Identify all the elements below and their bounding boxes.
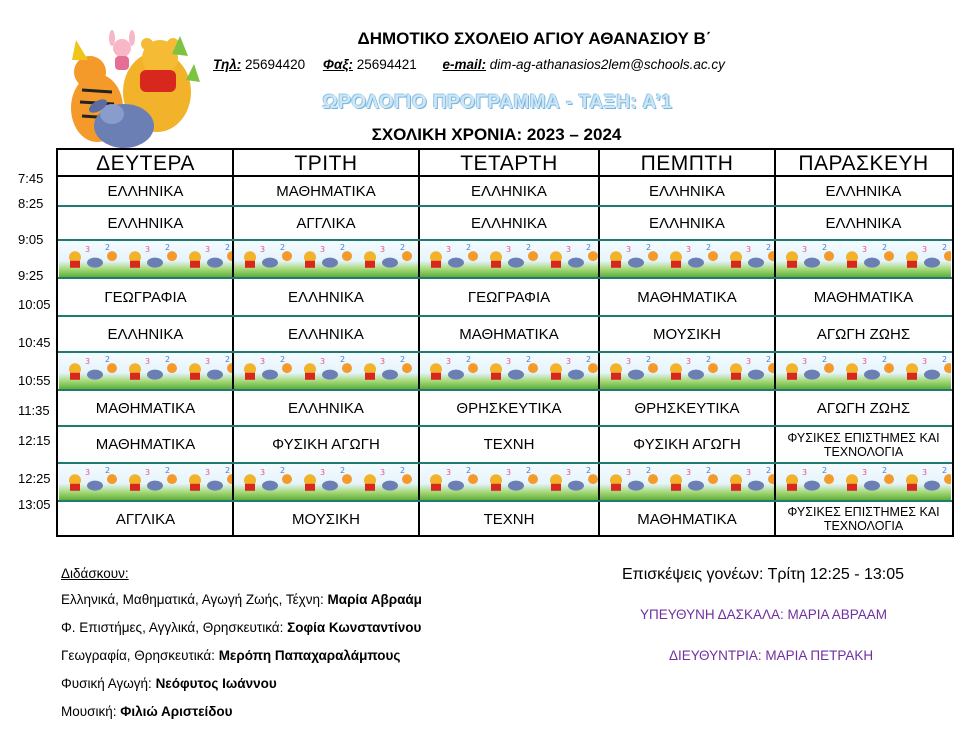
subject-cell: ΑΓΓΛΙΚΑ xyxy=(115,510,176,528)
time-label: 13:05 xyxy=(18,497,51,512)
svg-text:3: 3 xyxy=(686,356,692,366)
svg-text:2: 2 xyxy=(400,243,406,252)
svg-text:2: 2 xyxy=(882,243,888,252)
break-banner xyxy=(600,353,774,389)
email-address[interactable]: dim-ag-athanasios2lem@schools.ac.cy xyxy=(486,57,725,72)
svg-text:3: 3 xyxy=(320,244,326,254)
svg-text:2: 2 xyxy=(466,243,472,252)
svg-text:3: 3 xyxy=(746,244,752,254)
svg-text:3: 3 xyxy=(506,356,512,366)
phone-number: 25694420 xyxy=(245,57,306,72)
subject-cell: ΤΕΧΝΗ xyxy=(483,436,535,453)
svg-text:3: 3 xyxy=(862,467,868,477)
teacher-subjects: Ελληνικά, Μαθηματικά, Αγωγή Ζωής, Τέχνη: xyxy=(61,592,328,607)
svg-text:2: 2 xyxy=(105,466,111,475)
svg-text:3: 3 xyxy=(862,244,868,254)
time-label: 11:35 xyxy=(18,403,50,418)
row-divider xyxy=(58,175,952,177)
svg-text:2: 2 xyxy=(646,355,652,364)
svg-text:2: 2 xyxy=(466,355,472,364)
subject-cell: ΜΑΘΗΜΑΤΙΚΑ xyxy=(276,182,376,200)
teacher-row xyxy=(61,704,233,719)
svg-text:3: 3 xyxy=(320,467,326,477)
svg-text:2: 2 xyxy=(225,355,231,364)
svg-text:2: 2 xyxy=(766,243,772,252)
svg-text:3: 3 xyxy=(506,244,512,254)
svg-text:2: 2 xyxy=(646,466,652,475)
teacher-name: Σοφία Κωνσταντίνου xyxy=(287,620,422,635)
svg-text:2: 2 xyxy=(526,243,532,252)
svg-text:3: 3 xyxy=(626,467,632,477)
svg-text:3: 3 xyxy=(802,467,808,477)
break-banner xyxy=(600,464,774,500)
svg-text:3: 3 xyxy=(260,356,266,366)
subject-cell: ΦΥΣΙΚΗ ΑΓΩΓΗ xyxy=(272,436,380,453)
svg-text:2: 2 xyxy=(586,243,592,252)
break-banner xyxy=(420,464,598,500)
subject-cell: ΕΛΛΗΝΙΚΑ xyxy=(825,182,902,200)
subject-cell: ΕΛΛΗΝΙΚΑ xyxy=(288,288,364,306)
time-label: 7:45 xyxy=(18,171,44,186)
subject-cell: ΕΛΛΗΝΙΚΑ xyxy=(107,325,184,343)
break-banner xyxy=(59,353,232,389)
subject-cell: ΕΛΛΗΝΙΚΑ xyxy=(107,214,184,232)
row-divider xyxy=(58,500,952,502)
row-divider xyxy=(58,239,952,241)
svg-text:3: 3 xyxy=(145,244,151,254)
day-header: ΠΑΡΑΣΚΕΥΗ xyxy=(798,151,929,175)
fax-number: 25694421 xyxy=(356,57,417,72)
svg-text:2: 2 xyxy=(165,355,171,364)
svg-text:2: 2 xyxy=(942,466,948,475)
break-banner xyxy=(776,464,951,500)
svg-text:3: 3 xyxy=(380,467,386,477)
time-label: 8:25 xyxy=(18,196,44,211)
svg-text:3: 3 xyxy=(566,244,572,254)
subject-cell: ΕΛΛΗΝΙΚΑ xyxy=(471,182,547,200)
svg-text:2: 2 xyxy=(586,355,592,364)
svg-text:3: 3 xyxy=(85,467,91,477)
contact-line xyxy=(213,57,725,72)
subject-cell: ΜΑΘΗΜΑΤΙΚΑ xyxy=(637,510,737,528)
break-banner xyxy=(59,241,232,277)
teacher-subjects: Μουσική: xyxy=(61,704,121,719)
teacher-subjects: Γεωγραφία, Θρησκευτικά: xyxy=(61,648,219,663)
row-divider xyxy=(58,315,952,317)
svg-text:2: 2 xyxy=(165,466,171,475)
day-header: ΤΕΤΑΡΤΗ xyxy=(460,151,558,175)
break-banner xyxy=(776,353,951,389)
phone-label: Τηλ: xyxy=(213,57,242,72)
svg-text:2: 2 xyxy=(882,466,888,475)
svg-text:2: 2 xyxy=(105,243,111,252)
svg-text:3: 3 xyxy=(260,244,266,254)
subject-cell: ΦΥΣΙΚΗ ΑΓΩΓΗ xyxy=(633,436,741,453)
svg-text:3: 3 xyxy=(686,467,692,477)
teacher-subjects: Φυσική Αγωγή: xyxy=(61,676,156,691)
svg-text:3: 3 xyxy=(626,244,632,254)
svg-text:3: 3 xyxy=(566,356,572,366)
teacher-name: Νεόφυτος Ιωάννου xyxy=(155,676,277,691)
svg-text:2: 2 xyxy=(340,355,346,364)
teacher-name: Μαρία Αβραάμ xyxy=(327,592,422,607)
svg-text:2: 2 xyxy=(225,243,231,252)
subject-cell: ΓΕΩΓΡΑΦΙΑ xyxy=(104,288,187,306)
break-banner xyxy=(776,241,951,277)
subject-cell: ΘΡΗΣΚΕΥΤΙΚΑ xyxy=(634,399,740,417)
break-banner xyxy=(600,241,774,277)
teacher-name: Μερόπη Παπαχαραλάμπους xyxy=(218,648,401,663)
time-label: 9:25 xyxy=(18,268,44,283)
svg-text:2: 2 xyxy=(822,355,828,364)
time-label: 10:45 xyxy=(18,335,51,350)
svg-text:3: 3 xyxy=(862,356,868,366)
row-divider xyxy=(58,462,952,464)
break-banner xyxy=(234,464,418,500)
time-label: 12:15 xyxy=(18,433,51,448)
subject-cell: ΑΓΩΓΗ ΖΩΗΣ xyxy=(816,399,911,417)
svg-text:3: 3 xyxy=(802,244,808,254)
svg-text:2: 2 xyxy=(586,466,592,475)
time-label: 9:05 xyxy=(18,232,44,247)
subject-cell: ΕΛΛΗΝΙΚΑ xyxy=(649,214,725,232)
teachers-heading: Διδάσκουν: xyxy=(61,566,129,581)
svg-text:3: 3 xyxy=(260,467,266,477)
svg-text:2: 2 xyxy=(706,466,712,475)
break-banner xyxy=(234,353,418,389)
time-label: 10:55 xyxy=(18,373,51,388)
svg-text:2: 2 xyxy=(706,243,712,252)
svg-text:3: 3 xyxy=(566,467,572,477)
svg-text:3: 3 xyxy=(205,467,211,477)
svg-text:2: 2 xyxy=(766,355,772,364)
svg-text:2: 2 xyxy=(225,466,231,475)
day-header: ΔΕΥΤΕΡΑ xyxy=(96,151,195,175)
svg-text:3: 3 xyxy=(205,356,211,366)
subject-cell: ΜΑΘΗΜΑΤΙΚΑ xyxy=(459,325,559,343)
teacher-subjects: Φ. Επιστήμες, Αγγλικά, Θρησκευτικά: xyxy=(61,620,288,635)
svg-text:2: 2 xyxy=(105,355,111,364)
svg-text:3: 3 xyxy=(922,467,928,477)
break-banner xyxy=(59,464,232,500)
svg-text:2: 2 xyxy=(822,466,828,475)
svg-text:3: 3 xyxy=(320,356,326,366)
subject-cell: ΘΡΗΣΚΕΥΤΙΚΑ xyxy=(456,399,562,417)
teacher-row xyxy=(61,676,277,691)
subject-cell: ΕΛΛΗΝΙΚΑ xyxy=(288,325,364,343)
email-label: e-mail: xyxy=(442,57,487,72)
svg-text:3: 3 xyxy=(380,244,386,254)
subject-cell: ΕΛΛΗΝΙΚΑ xyxy=(288,399,364,417)
row-divider xyxy=(58,205,952,207)
timetable-grid xyxy=(56,148,954,537)
subject-cell: ΦΥΣΙΚΕΣ ΕΠΙΣΤΗΜΕΣ ΚΑΙ ΤΕΧΝΟΛΟΓΙΑ xyxy=(787,505,940,533)
break-banner xyxy=(420,241,598,277)
school-name: ΔΗΜΟΤΙΚΟ ΣΧΟΛΕΙΟ ΑΓΙΟΥ ΑΘΑΝΑΣΙΟΥ Β΄ xyxy=(357,29,712,48)
school-year: ΣΧΟΛΙΚΗ ΧΡΟΝΙΑ: 2023 – 2024 xyxy=(371,125,622,144)
day-header: ΠΕΜΠΤΗ xyxy=(640,151,734,175)
svg-text:3: 3 xyxy=(922,244,928,254)
svg-text:2: 2 xyxy=(822,243,828,252)
time-label: 10:05 xyxy=(18,297,51,312)
subject-cell: ΜΟΥΣΙΚΗ xyxy=(653,325,721,343)
svg-text:2: 2 xyxy=(942,355,948,364)
svg-text:3: 3 xyxy=(205,244,211,254)
svg-text:2: 2 xyxy=(466,466,472,475)
svg-text:2: 2 xyxy=(882,355,888,364)
teacher-row xyxy=(61,592,422,607)
svg-text:3: 3 xyxy=(686,244,692,254)
svg-text:2: 2 xyxy=(706,355,712,364)
break-banner xyxy=(420,353,598,389)
svg-text:2: 2 xyxy=(400,355,406,364)
row-divider xyxy=(58,389,952,391)
break-banner xyxy=(234,241,418,277)
fax-label: Φαξ: xyxy=(322,57,353,72)
svg-text:3: 3 xyxy=(446,244,452,254)
svg-text:2: 2 xyxy=(400,466,406,475)
svg-text:2: 2 xyxy=(280,466,286,475)
svg-text:3: 3 xyxy=(802,356,808,366)
teacher-row xyxy=(61,648,400,663)
svg-text:3: 3 xyxy=(380,356,386,366)
svg-text:2: 2 xyxy=(280,243,286,252)
subject-cell: ΑΓΓΛΙΚΑ xyxy=(296,214,356,232)
director: ΔΙΕΥΘΥΝΤΡΙΑ: ΜΑΡΙΑ ΠΕΤΡΑΚΗ xyxy=(669,648,874,663)
subject-cell: ΕΛΛΗΝΙΚΑ xyxy=(107,182,184,200)
svg-text:2: 2 xyxy=(280,355,286,364)
teacher-name: Φιλιώ Αριστείδου xyxy=(120,704,233,719)
svg-text:3: 3 xyxy=(626,356,632,366)
subject-cell: ΜΟΥΣΙΚΗ xyxy=(292,510,360,528)
subject-cell: ΕΛΛΗΝΙΚΑ xyxy=(825,214,902,232)
svg-text:2: 2 xyxy=(646,243,652,252)
svg-text:2: 2 xyxy=(340,466,346,475)
subject-cell: ΑΓΩΓΗ ΖΩΗΣ xyxy=(816,325,911,343)
svg-text:3: 3 xyxy=(85,356,91,366)
subject-cell: ΓΕΩΓΡΑΦΙΑ xyxy=(467,288,551,306)
teacher-row xyxy=(61,620,421,635)
svg-text:3: 3 xyxy=(145,467,151,477)
svg-text:2: 2 xyxy=(526,355,532,364)
svg-text:2: 2 xyxy=(766,466,772,475)
subject-cell: ΜΑΘΗΜΑΤΙΚΑ xyxy=(813,288,914,306)
svg-text:3: 3 xyxy=(922,356,928,366)
svg-text:3: 3 xyxy=(446,467,452,477)
svg-text:3: 3 xyxy=(746,356,752,366)
subject-cell: ΜΑΘΗΜΑΤΙΚΑ xyxy=(95,436,196,453)
row-divider xyxy=(58,425,952,427)
subject-cell: ΕΛΛΗΝΙΚΑ xyxy=(471,214,547,232)
svg-text:3: 3 xyxy=(446,356,452,366)
row-divider xyxy=(58,277,952,279)
subject-cell: ΜΑΘΗΜΑΤΙΚΑ xyxy=(95,399,196,417)
parent-visits: Επισκέψεις γονέων: Τρίτη 12:25 - 13:05 xyxy=(622,566,905,583)
responsible-teacher: ΥΠΕΥΘΥΝΗ ΔΑΣΚΑΛΑ: ΜΑΡΙΑ ΑΒΡΑΑΜ xyxy=(640,607,888,622)
svg-text:3: 3 xyxy=(506,467,512,477)
svg-text:2: 2 xyxy=(942,243,948,252)
svg-text:2: 2 xyxy=(526,466,532,475)
svg-text:3: 3 xyxy=(746,467,752,477)
row-divider xyxy=(58,351,952,353)
day-header: ΤΡΙΤΗ xyxy=(294,151,358,175)
subject-cell: ΕΛΛΗΝΙΚΑ xyxy=(649,182,725,200)
svg-text:3: 3 xyxy=(145,356,151,366)
subject-cell: ΦΥΣΙΚΕΣ ΕΠΙΣΤΗΜΕΣ ΚΑΙ ΤΕΧΝΟΛΟΓΙΑ xyxy=(787,430,940,459)
subject-cell: ΤΕΧΝΗ xyxy=(483,510,535,528)
svg-text:3: 3 xyxy=(85,244,91,254)
svg-text:2: 2 xyxy=(165,243,171,252)
program-title: ΩΡΟΛΟΓΙΟ ΠΡΟΓΡΑΜΜΑ - ΤΑΞΗ: Α’1 xyxy=(322,92,673,113)
subject-cell: ΜΑΘΗΜΑΤΙΚΑ xyxy=(637,288,737,306)
time-label: 12:25 xyxy=(18,471,51,486)
svg-text:2: 2 xyxy=(340,243,346,252)
